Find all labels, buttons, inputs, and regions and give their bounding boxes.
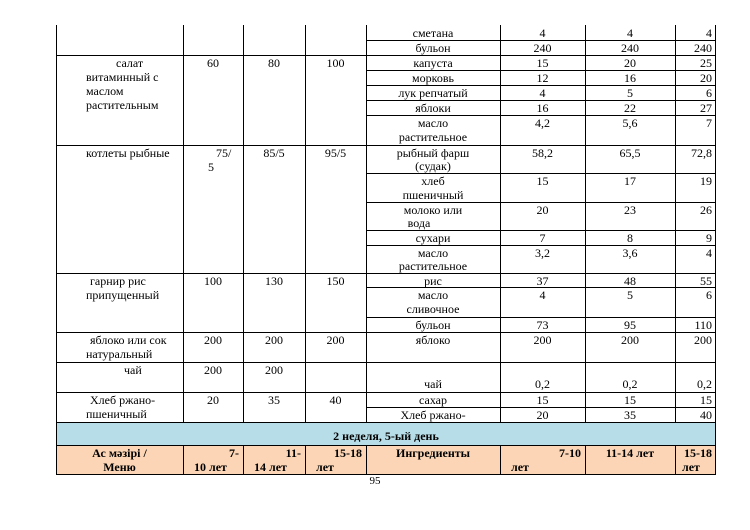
portion-15-18: 150 [326, 274, 345, 288]
portion-7-10: 200 [204, 363, 222, 377]
qty-7-10: 15 [536, 174, 549, 188]
ingredient-cell: сахар [419, 393, 447, 407]
ingredient-cell: вода [407, 216, 431, 230]
ingredient-cell: Хлеб ржано- [400, 408, 466, 422]
portion-15-18: 100 [326, 56, 345, 70]
portion-11-14: 130 [265, 274, 283, 288]
qty-15-18: 19 [700, 174, 712, 188]
portion-11-14: 35 [268, 393, 280, 407]
qty-7-10: 20 [536, 203, 549, 217]
qty-7-10: 12 [536, 71, 549, 85]
header-age-7-10: 7- [229, 446, 239, 460]
qty-11-14: 17 [624, 174, 636, 188]
qty-15-18: 6 [706, 288, 712, 302]
qty-11-14: 95 [624, 318, 636, 332]
qty-15-18: 240 [694, 41, 712, 55]
ingredient-cell: хлеб [421, 174, 445, 188]
qty-11-14: 200 [621, 333, 639, 347]
header-menu: Ас мәзірі / [92, 446, 147, 460]
qty-11-14: 4 [627, 26, 633, 40]
portion-7-10: 100 [204, 274, 222, 288]
dish-name: витаминный с [86, 70, 159, 84]
dish-name: чай [124, 363, 142, 377]
qty-15-18: 15 [700, 393, 712, 407]
dish-name: натуральный [86, 347, 153, 361]
header-ing-11-14: 11-14 лет [605, 446, 655, 460]
portion-11-14: 200 [265, 333, 283, 347]
qty-11-14: 240 [621, 41, 639, 55]
dish-name: маслом [86, 84, 124, 98]
qty-15-18: 4 [706, 246, 712, 260]
portion-11-14: 80 [268, 56, 280, 70]
qty-11-14: 5 [627, 288, 633, 302]
qty-15-18: 0,2 [697, 377, 712, 391]
qty-15-18: 6 [706, 86, 712, 100]
portion-15-18: 95/5 [324, 146, 347, 160]
week-day-banner: 2 неделя, 5-ый день [333, 429, 439, 443]
qty-11-14: 8 [627, 231, 633, 245]
qty-15-18: 72,8 [691, 146, 712, 160]
dish-name: яблоко или сок [90, 333, 167, 347]
qty-15-18: 20 [700, 71, 712, 85]
header-age-7-10: 10 лет [194, 460, 227, 474]
qty-15-18: 4 [706, 26, 712, 40]
qty-7-10: 15 [536, 56, 549, 70]
ingredient-cell: сливочное [406, 302, 460, 316]
qty-7-10: 16 [536, 101, 549, 115]
ingredient-cell: растительное [398, 130, 468, 144]
qty-7-10: 240 [533, 41, 552, 55]
portion-7-10: 5 [208, 160, 214, 174]
qty-11-14: 3,6 [622, 246, 638, 260]
dish-name: гарнир рис [90, 274, 146, 288]
ingredient-cell: пшеничный [402, 188, 464, 202]
qty-15-18: 200 [694, 333, 712, 347]
qty-7-10: 3,2 [535, 246, 550, 260]
header-age-15-18: 15-18 [334, 446, 362, 460]
dish-name: салат [116, 56, 144, 70]
dish-name: пшеничный [86, 407, 147, 421]
ingredient-cell: морковь [412, 71, 454, 85]
dish-name: Хлеб ржано- [90, 393, 156, 407]
portion-11-14: 200 [265, 363, 283, 377]
qty-11-14: 15 [624, 393, 636, 407]
page-number: 95 [369, 475, 381, 487]
qty-15-18: 7 [706, 116, 712, 130]
ingredient-cell: бульон [415, 318, 451, 332]
header-ing-15-18: 15-18 [684, 446, 712, 460]
qty-11-14: 16 [624, 71, 636, 85]
qty-15-18: 55 [700, 274, 712, 288]
ingredient-cell: масло [417, 246, 449, 260]
qty-15-18: 9 [706, 231, 712, 245]
qty-7-10: 7 [539, 231, 546, 245]
ingredient-cell: растительное [398, 259, 468, 273]
dish-name: котлеты рыбные [86, 146, 170, 160]
portion-15-18: 40 [329, 393, 342, 407]
ingredient-cell: рыбный фарш [396, 146, 470, 160]
qty-11-14: 65,5 [619, 146, 641, 160]
qty-11-14: 22 [624, 101, 636, 115]
ingredient-cell: капуста [413, 56, 453, 70]
menu-table [56, 25, 716, 475]
qty-7-10: 4 [539, 288, 546, 302]
ingredient-cell: масло [417, 116, 449, 130]
qty-7-10: 37 [536, 274, 549, 288]
qty-11-14: 35 [624, 408, 636, 422]
qty-15-18: 25 [700, 56, 712, 70]
header-ingredients: Ингредиенты [395, 446, 471, 460]
header-menu: Меню [103, 460, 136, 474]
portion-7-10: 200 [204, 333, 222, 347]
dish-name: растительным [86, 98, 159, 112]
qty-7-10: 4,2 [535, 116, 550, 130]
portion-7-10: 75/ [216, 146, 232, 160]
qty-7-10: 73 [536, 318, 549, 332]
qty-11-14: 23 [624, 203, 636, 217]
qty-7-10: 58,2 [532, 146, 553, 160]
ingredient-cell: сметана [412, 26, 454, 40]
portion-7-10: 60 [207, 56, 219, 70]
dish-name: припущенный [86, 288, 160, 302]
header-age-11-14: 11- [285, 446, 301, 460]
qty-11-14: 20 [624, 56, 636, 70]
qty-15-18: 40 [700, 408, 712, 422]
header-age-11-14: 14 лет [254, 460, 287, 474]
qty-15-18: 27 [700, 101, 712, 115]
qty-15-18: 26 [700, 203, 712, 217]
ingredient-cell: рис [424, 274, 442, 288]
portion-15-18: 200 [326, 333, 345, 347]
header-ing-7-10: 7-10 [559, 446, 581, 460]
ingredient-cell: лук репчатый [398, 86, 468, 100]
ingredient-cell: яблоко [415, 333, 451, 347]
header-ing-15-18: лет [682, 460, 700, 474]
ingredient-cell: сухари [415, 231, 451, 245]
qty-7-10: 4 [539, 26, 546, 40]
qty-7-10: 200 [533, 333, 552, 347]
ingredient-cell: масло [417, 288, 449, 302]
header-age-15-18: лет [316, 460, 334, 474]
ingredient-cell: молоко или [403, 203, 463, 217]
ingredient-cell: (судак) [415, 159, 451, 173]
qty-7-10: 15 [536, 393, 549, 407]
qty-11-14: 0,2 [622, 377, 638, 391]
ingredient-cell: чай [424, 377, 442, 391]
header-ing-7-10: лет [511, 460, 529, 474]
qty-7-10: 20 [536, 408, 549, 422]
qty-15-18: 110 [694, 318, 712, 332]
ingredient-cell: бульон [415, 41, 451, 55]
qty-11-14: 5,6 [622, 116, 638, 130]
qty-7-10: 4 [539, 86, 546, 100]
qty-11-14: 48 [624, 274, 636, 288]
ingredient-cell: яблоки [415, 101, 451, 115]
qty-11-14: 5 [627, 86, 633, 100]
portion-11-14: 85/5 [263, 146, 285, 160]
portion-7-10: 20 [207, 393, 219, 407]
qty-7-10: 0,2 [535, 377, 550, 391]
